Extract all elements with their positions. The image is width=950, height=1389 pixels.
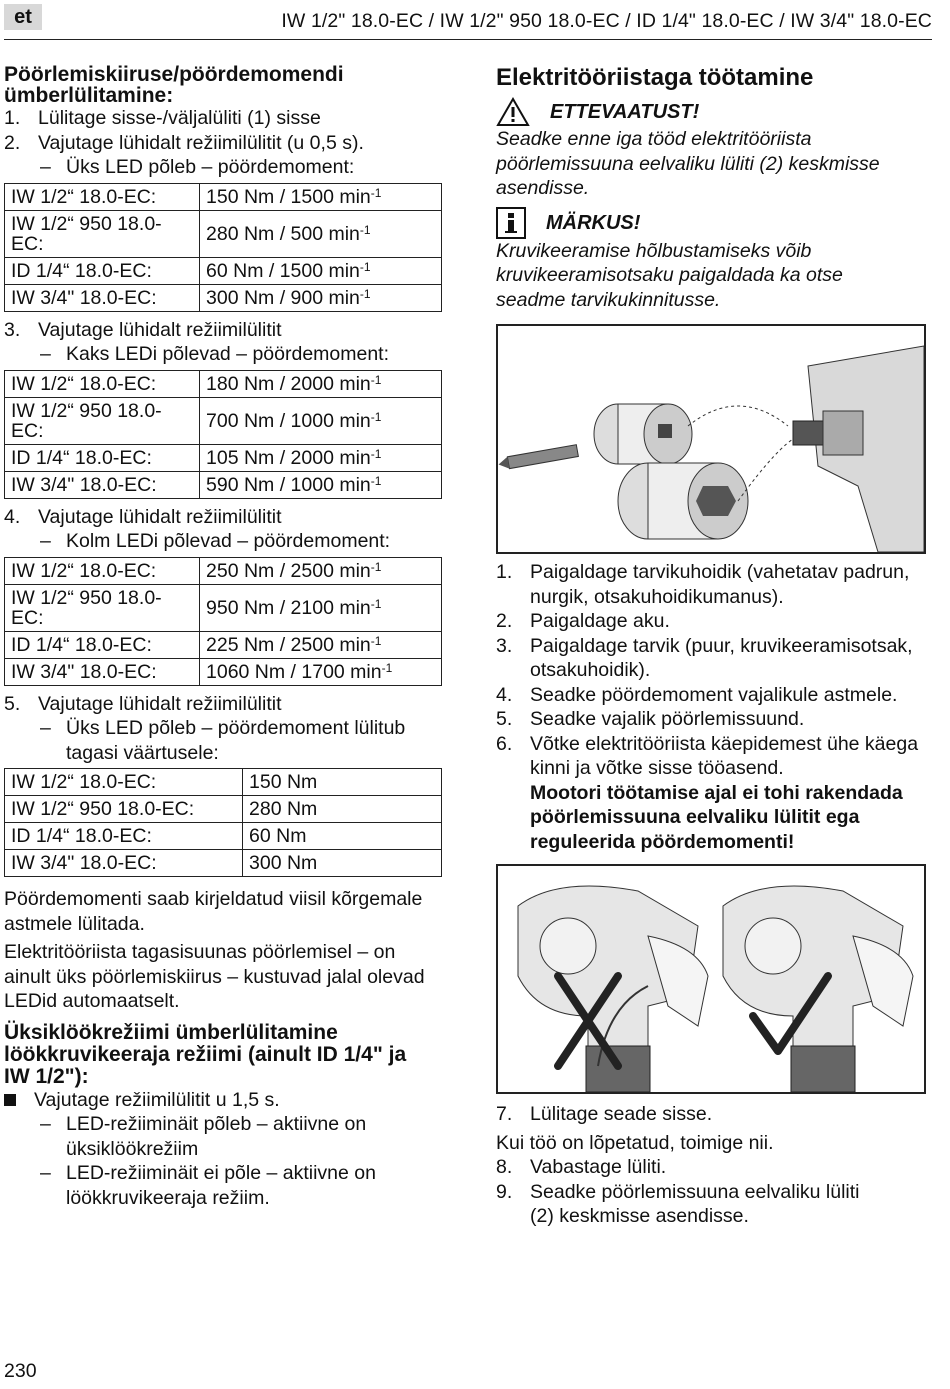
dash-item: – LED-režiiminäit ei põle – aktiivne on löökkruvikeeraja režiim.: [40, 1162, 376, 1209]
list-item: 1. Lülitage sisse-/väljalüliti (1) sisse: [4, 107, 321, 129]
torque-cell: 105 Nm / 2000 $\min^{-1}$: [200, 444, 442, 471]
model-cell: ID 1/4“ 18.0-EC:: [5, 257, 200, 284]
list-item: 8. Vabastage lüliti.: [496, 1156, 667, 1178]
note-text: Kruvikeeramise hõlbustamiseks võib kruvikeeramisotsaku paigaldada ka otse seadme tarvikukinnitusse.: [496, 239, 843, 311]
table-row: [5, 850, 442, 877]
model-cell: IW 1/2“ 18.0-EC:: [5, 769, 243, 796]
switch-operation-drawing: [498, 866, 924, 1092]
section-title-working: Elektritööriistaga töötamine: [496, 64, 814, 91]
dash-item: – Kaks LEDi põlevad – pöördemoment:: [40, 343, 390, 365]
torque-cell: 60 Nm: [243, 823, 442, 850]
torque-table-2: [4, 370, 442, 499]
table-row: [5, 284, 442, 311]
model-cell: IW 1/2“ 950 18.0-EC:: [5, 584, 200, 631]
caution-text: Seadke enne iga tööd elektritööriista pöörlemissuuna eelvaliku lüliti (2) keskmisse asendisse.: [496, 128, 880, 199]
table-row: [5, 397, 442, 444]
model-cell: IW 3/4" 18.0-EC:: [5, 471, 200, 498]
model-cell: IW 3/4" 18.0-EC:: [5, 658, 200, 685]
paragraph: Elektritööriista tagasisuunas pöörlemisel – on ainult üks pöörlemiskiirus – kustuvad jalal olevad LEDid automaatselt.: [4, 941, 425, 1012]
model-cell: IW 3/4" 18.0-EC:: [5, 284, 200, 311]
table-row: [5, 183, 442, 210]
torque-table-4: [4, 768, 442, 877]
table-row: [5, 796, 442, 823]
table-row: [5, 584, 442, 631]
table-row: [5, 823, 442, 850]
steps-list: [496, 560, 932, 781]
torque-cell: 150 Nm: [243, 769, 442, 796]
language-tag: et: [4, 4, 42, 30]
model-cell: ID 1/4“ 18.0-EC:: [5, 823, 243, 850]
paragraph: Pöördemomenti saab kirjeldatud viisil kõrgemale astmele lülitada.: [4, 888, 423, 935]
model-cell: ID 1/4“ 18.0-EC:: [5, 631, 200, 658]
table-row: [5, 557, 442, 584]
accessory-illustration: [496, 324, 926, 554]
torque-cell: 280 Nm / 500 $\min^{-1}$: [200, 210, 442, 257]
table-row: [5, 631, 442, 658]
model-cell: IW 1/2“ 950 18.0-EC:: [5, 397, 200, 444]
model-cell: IW 1/2“ 950 18.0-EC:: [5, 210, 200, 257]
list-item: 5. Vajutage lühidalt režiimilülitit: [4, 692, 282, 715]
table-row: [5, 769, 442, 796]
page-number: 230: [4, 1360, 37, 1382]
paragraph: Kui töö on lõpetatud, toimige nii.: [496, 1131, 774, 1154]
bullet-icon: [4, 1094, 16, 1106]
list-item: 9. Seadke pöörlemissuuna eelvaliku lüliti (2) keskmisse asendisse.: [496, 1180, 860, 1227]
torque-cell: 950 Nm / 2100 $\min^{-1}$: [200, 584, 442, 631]
torque-table-3: [4, 557, 442, 686]
info-icon: [496, 207, 526, 239]
caution-heading: ETTEVAATUST!: [496, 97, 932, 127]
model-cell: IW 1/2“ 18.0-EC:: [5, 370, 200, 397]
table-row: [5, 658, 442, 685]
usage-illustration: [496, 864, 926, 1094]
list-item: 4. Seadke pöördemoment vajalikule astmele.: [496, 683, 898, 706]
model-cell: ID 1/4“ 18.0-EC:: [5, 444, 200, 471]
torque-cell: 1060 Nm / 1700 $\min^{-1}$: [200, 658, 442, 685]
right-column: [496, 64, 932, 1229]
torque-cell: 250 Nm / 2500 $\min^{-1}$: [200, 557, 442, 584]
torque-cell: 590 Nm / 1000 $\min^{-1}$: [200, 471, 442, 498]
model-cell: IW 1/2“ 950 18.0-EC:: [5, 796, 243, 823]
list-item: 3. Vajutage lühidalt režiimilülitit: [4, 318, 282, 341]
page-header-title: IW 1/2" 18.0-EC / IW 1/2" 950 18.0-EC / ID 1/4" 18.0-EC / IW 3/4" 18.0-EC: [281, 10, 932, 32]
header-divider: [4, 39, 932, 40]
list-item: 3. Paigaldage tarvik (puur, kruvikeeramisotsak, otsakuhoidik).: [496, 634, 913, 681]
torque-cell: 280 Nm: [243, 796, 442, 823]
list-item: 1. Paigaldage tarvikuhoidik (vahetatav padrun, nurgik, otsakuhoidikumanus).: [496, 561, 910, 608]
torque-cell: 700 Nm / 1000 $\min^{-1}$: [200, 397, 442, 444]
torque-cell: 225 Nm / 2500 $\min^{-1}$: [200, 631, 442, 658]
section-title-speed-torque: Pöörlemiskiiruse/pöördemomendi ümberlülitamine:: [4, 63, 344, 107]
model-cell: IW 1/2“ 18.0-EC:: [5, 183, 200, 210]
dash-item: – Üks LED põleb – pöördemoment:: [40, 156, 355, 178]
list-item: 7. Lülitage seade sisse.: [496, 1103, 713, 1125]
list-item: 6. Võtke elektritööriista käepidemest ühe käega kinni ja võtke sisse tööasend.: [496, 732, 919, 779]
warning-triangle-icon: [496, 97, 530, 127]
list-item: 5. Seadke vajalik pöörlemissuund.: [496, 708, 805, 730]
torque-table-1: [4, 183, 442, 312]
table-row: [5, 257, 442, 284]
list-item: 2. Vajutage lühidalt režiimilülitit (u 0,5 s).: [4, 131, 364, 154]
torque-cell: 300 Nm: [243, 850, 442, 877]
model-cell: IW 1/2“ 18.0-EC:: [5, 557, 200, 584]
table-row: [5, 444, 442, 471]
model-cell: IW 3/4" 18.0-EC:: [5, 850, 243, 877]
table-row: [5, 370, 442, 397]
torque-cell: 300 Nm / 900 $\min^{-1}$: [200, 284, 442, 311]
dash-item: – LED-režiiminäit põleb – aktiivne on üksiklöökrežiim: [40, 1113, 367, 1160]
dash-item: – Üks LED põleb – pöördemoment lülitub tagasi väärtusele:: [40, 717, 406, 764]
torque-cell: 180 Nm / 2000 $\min^{-1}$: [200, 370, 442, 397]
left-column: [4, 64, 444, 1210]
impact-wrench-accessories-drawing: [498, 326, 924, 552]
note-heading: MÄRKUS!: [496, 207, 932, 239]
torque-cell: 60 Nm / 1500 $\min^{-1}$: [200, 257, 442, 284]
list-item: 2. Paigaldage aku.: [496, 610, 670, 632]
list-item: 4. Vajutage lühidalt režiimilülitit: [4, 505, 282, 528]
section-title-impact-mode: Üksiklöökrežiimi ümberlülitamine löökkruvikeeraja režiimi (ainult ID 1/4" ja IW 1/2"):: [4, 1020, 407, 1088]
table-row: [5, 471, 442, 498]
dash-item: – Kolm LEDi põlevad – pöördemoment:: [40, 530, 391, 552]
bullet-item: Vajutage režiimilülitit u 1,5 s.: [4, 1088, 444, 1113]
torque-cell: 150 Nm / 1500 $\min^{-1}$: [200, 183, 442, 210]
table-row: [5, 210, 442, 257]
list-item-warning: Mootori töötamise ajal ei tohi rakendada pöörlemissuuna eelvaliku lülitit ega reguleerida pöördemomenti!: [530, 781, 903, 853]
